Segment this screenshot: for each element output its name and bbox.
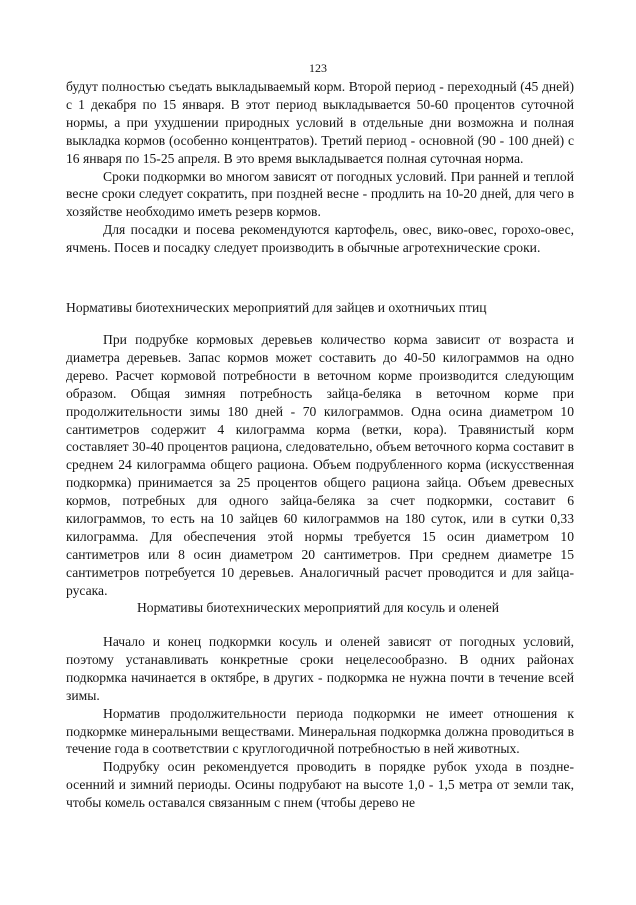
text-block-hares	[66, 331, 574, 600]
paragraph: Сроки подкормки во многом зависят от погодных условий. При ранней и теплой весне сроки следует сократить, при поздней весне - продлить на 10-20 дней, для чего в хозяйстве необходимо иметь резерв кормов.	[66, 168, 574, 220]
text-block-intro	[66, 78, 574, 257]
paragraph: будут полностью съедать выкладываемый корм. Второй период - переходный (45 дней) с 1 декабря по 15 января. В этот период выкладывается 50-60 процентов суточной нормы, а при ухудшении природных условий в отдельные дни возможна и полная выкладка кормов (особенно концентратов). Третий период - основной (90 - 100 дней) с 16 января по 15-25 апреля. В это время выкладывается полная суточная норма.	[66, 79, 574, 166]
paragraph: Норматив продолжительности периода подкормки не имеет отношения к подкормке минеральными веществами. Минеральная подкормка должна проводиться в течение года в соответствии с круглогодичной потребностью в ней животных.	[66, 705, 574, 757]
paragraph: Начало и конец подкормки косуль и оленей зависят от погодных условий, поэтому устанавливать конкретные сроки нецелесообразно. В одних районах подкормка начинается в октябре, в других - подкормка не нужна почти в течение всей зимы.	[66, 634, 574, 703]
paragraph: Подрубку осин рекомендуется проводить в порядке рубок ухода в поздне-осенний и зимний периоды. Осины подрубают на высоте 1,0 - 1,5 метра от земли так, чтобы комель оставался связанным с пнем (чтобы дерево не	[66, 759, 574, 811]
section-heading-hares: Нормативы биотехнических мероприятий для зайцев и охотничьих птиц	[66, 300, 487, 315]
paragraph: Для посадки и посева рекомендуются картофель, овес, вико-овес, горохо-овес, ячмень. Посев и посадку следует производить в обычные агротехнические сроки.	[66, 222, 574, 256]
section-heading-deer: Нормативы биотехнических мероприятий для косуль и оленей	[136, 600, 500, 615]
text-block-deer	[66, 633, 574, 833]
paragraph: При подрубке кормовых деревьев количество корма зависит от возраста и диаметра деревьев. Запас кормов может составить до 40-50 килограммов на одно дерево. Расчет кормовой потребности в веточном корме производится следующим образом. Общая зимняя потребность зайца-беляка в веточном корме при продолжительности зимы 180 дней - 70 килограммов. Одна осина диаметром 10 сантиметров содержит 4 килограмма корма (ветки, кора). Травянистый корм составляет 30-40 процентов рациона, следовательно, объем веточного корма составит в среднем 24 килограмма общего рациона. Объем подрубленного корма (искусственная подкормка) принимается за 25 процентов общего рациона зайца. Объем древесных кормов, потребных для одного зайца-беляка за счет подкормки, составит 6 килограммов, то есть на 10 зайцев 60 килограммов на 180 суток, или в сутки 0,33 килограмма. Для обеспечения этой нормы требуется 15 осин диаметром 10 сантиметров или 8 осин диаметром 20 сантиметров. При среднем диаметре 15 сантиметров потребуется 10 деревьев. Аналогичный расчет проводится и для зайца-русака.	[66, 332, 574, 598]
page-number: 123	[309, 61, 327, 75]
